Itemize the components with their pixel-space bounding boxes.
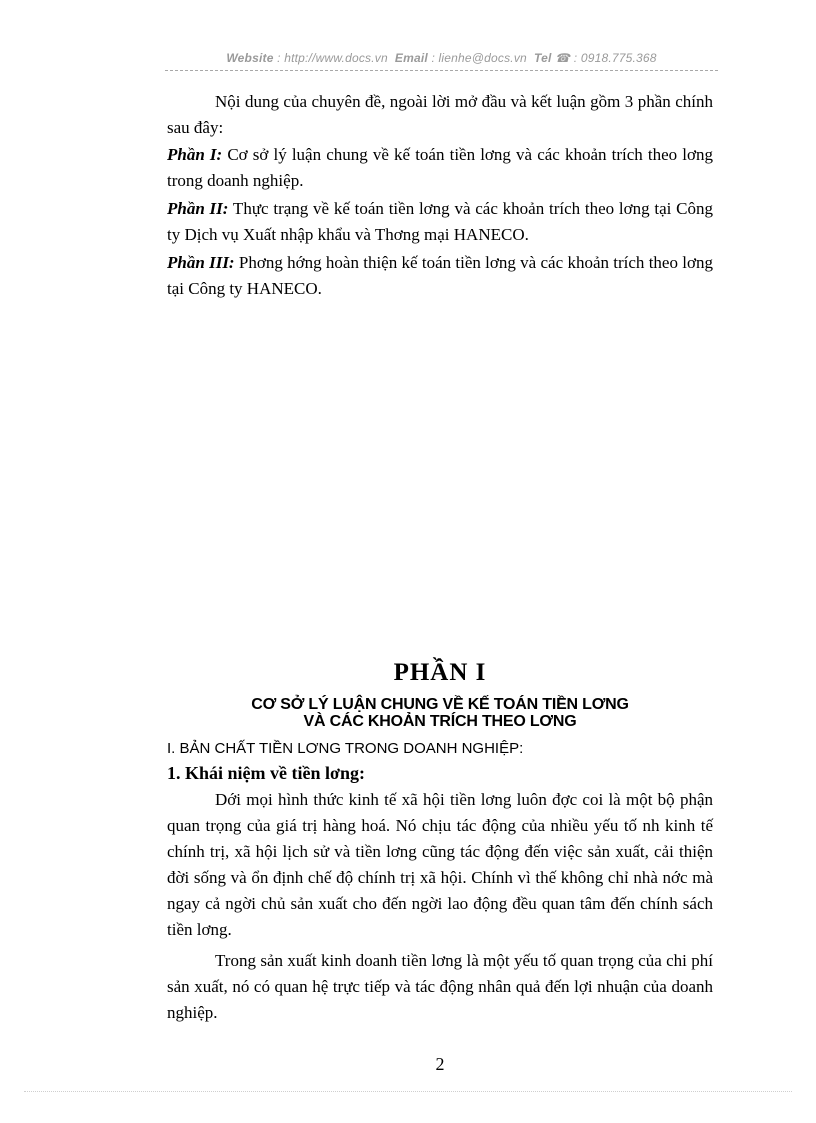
- phone-icon: ☎: [555, 51, 571, 65]
- part-3-label: Phần III:: [167, 253, 235, 272]
- part-3-text: Phơng hớng hoàn thiện kế toán tiền lơng và các khoản trích theo lơng tại Công ty HANECO.: [167, 253, 713, 298]
- email-value: : lienhe@docs.vn: [431, 51, 527, 65]
- page-header: [165, 51, 718, 69]
- header-divider: [165, 70, 718, 71]
- footer-divider: [24, 1091, 792, 1092]
- chapter-subtitle-line-1: CƠ SỞ LÝ LUẬN CHUNG VỀ KẾ TOÁN TIỀN LƠNG: [251, 696, 629, 713]
- body-paragraph-2: Trong sản xuất kinh doanh tiền lơng là một yếu tố quan trọng của chi phí sản xuất, nó có quan hệ trực tiếp và tác động nhân quả đến lợi nhuận của doanh nghiệp.: [167, 951, 713, 1022]
- part-1-item: [167, 142, 713, 194]
- body-paragraph-1: Dới mọi hình thức kinh tế xã hội tiền lơng luôn đợc coi là một bộ phận quan trọng của giá trị hàng hoá. Nó chịu tác động của nhiều yếu tố nh kinh tế chính trị, xã hội lịch sử và tiền lơng cũng tác động đến việc sản xuất, cải thiện đời sống và ổn định chế độ chính trị xã hội. Chính vì thế không chỉ nhà nớc mà ngay cả ngời chủ sản xuất cho đến ngời lao động đều quan tâm đến chính sách tiền lơng.: [167, 790, 713, 939]
- part-1-text: Cơ sở lý luận chung về kế toán tiền lơng và các khoản trích theo lơng trong doanh nghiệp.: [167, 145, 713, 190]
- section-heading: I. BẢN CHẤT TIỀN LƠNG TRONG DOANH NGHIỆP:: [167, 740, 524, 757]
- part-3-item: [167, 250, 713, 302]
- website-value: : http://www.docs.vn: [277, 51, 388, 65]
- tel-value: : 0918.775.368: [573, 51, 657, 65]
- part-2-label: Phần II:: [167, 199, 229, 218]
- part-1-label: Phần I:: [167, 145, 223, 164]
- part-2-item: [167, 196, 713, 248]
- tel-label: Tel: [534, 51, 552, 65]
- subsection-heading: 1. Khái niệm về tiền lơng:: [167, 763, 365, 783]
- part-2-text: Thực trạng về kế toán tiền lơng và các khoản trích theo lơng tại Công ty Dịch vụ Xuất nhập khẩu và Thơng mại HANECO.: [167, 199, 714, 244]
- page-number: 2: [435, 1054, 445, 1074]
- website-label: Website: [226, 51, 274, 65]
- chapter-title: PHẦN I: [393, 659, 487, 686]
- intro-paragraph: Nội dung của chuyên đề, ngoài lời mở đầu và kết luận gồm 3 phần chính sau đây:: [167, 92, 713, 137]
- chapter-subtitle-line-2: VÀ CÁC KHOẢN TRÍCH THEO LƠNG: [303, 713, 577, 730]
- email-label: Email: [394, 51, 428, 65]
